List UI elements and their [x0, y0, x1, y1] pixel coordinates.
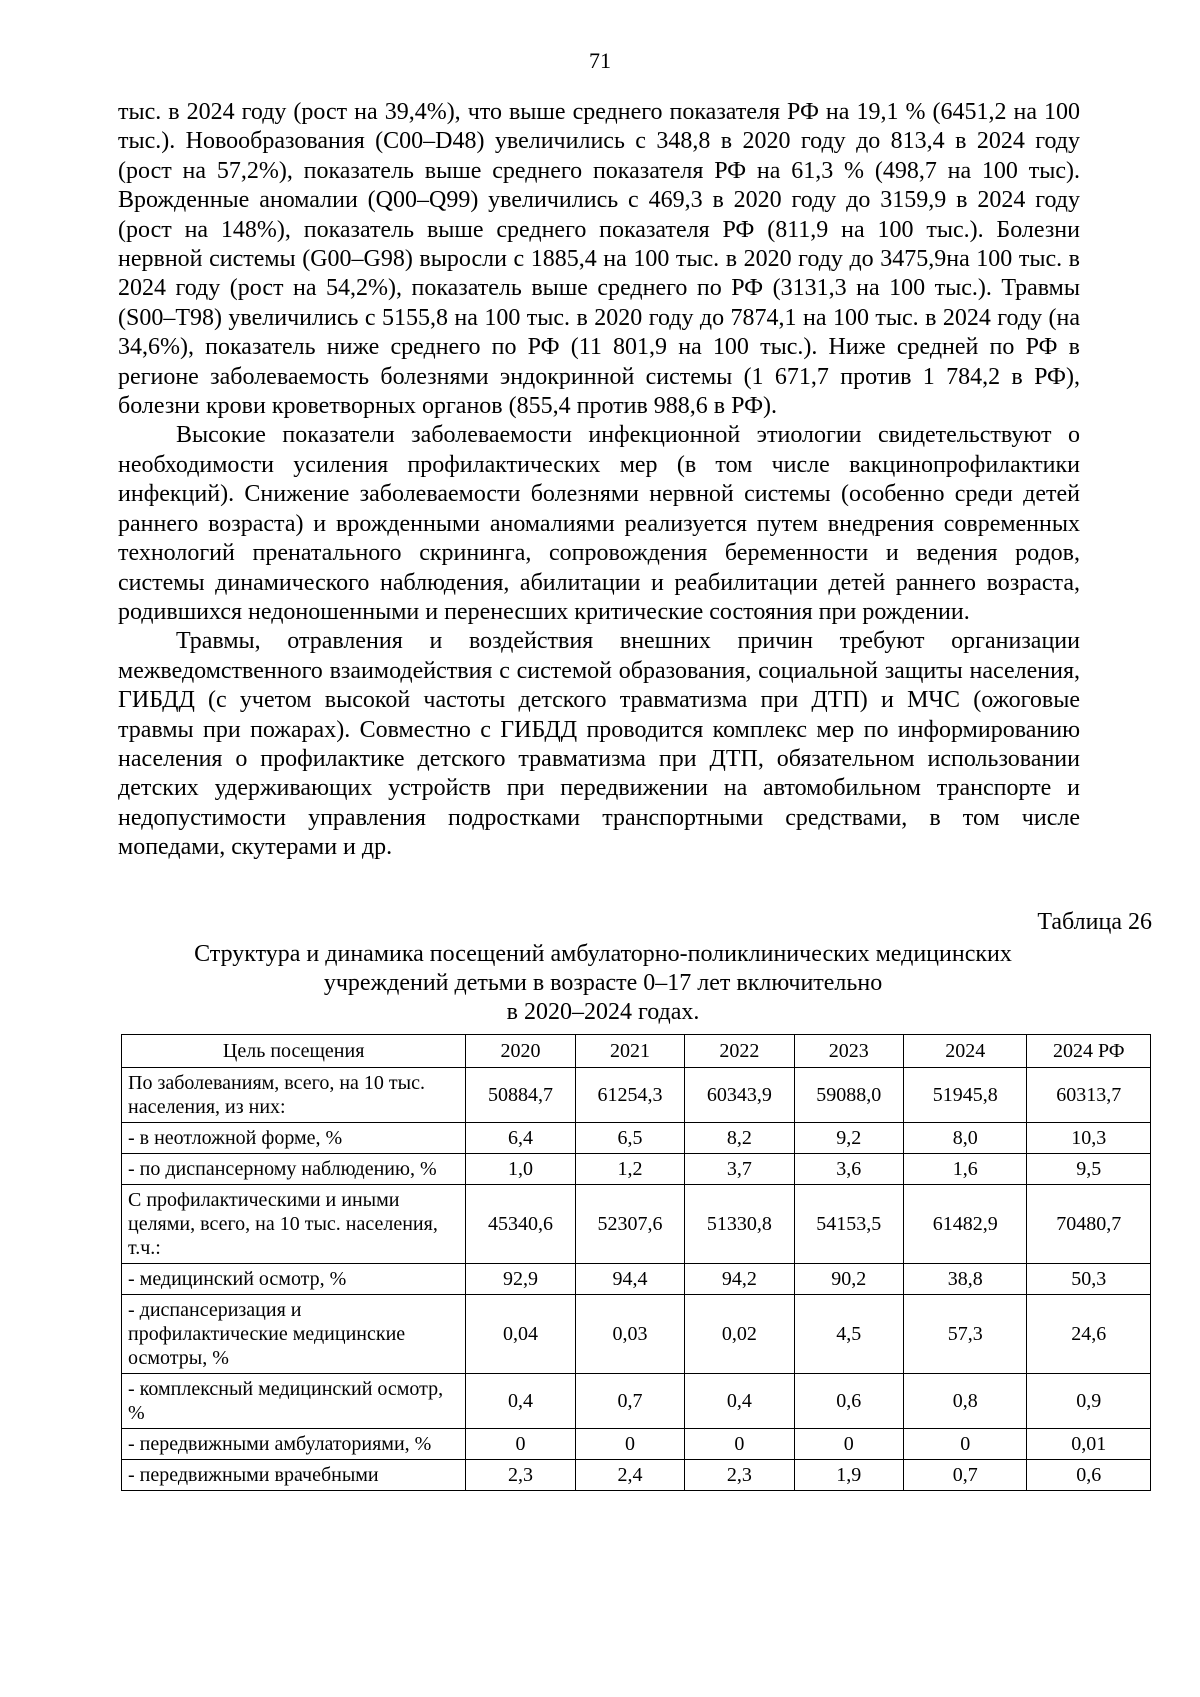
- table-row: [122, 1264, 1151, 1295]
- table-title-line: Структура и динамика посещений амбулаторно-поликлинических медицинских: [194, 941, 1012, 967]
- visits-table: [121, 1034, 1151, 1491]
- table-cell: 51945,8: [904, 1068, 1027, 1123]
- table-label: Таблица 26: [1037, 909, 1152, 935]
- table-title: [118, 940, 1088, 1027]
- row-label: - по диспансерному наблюдению, %: [122, 1154, 466, 1185]
- table-cell: 0: [685, 1429, 794, 1460]
- table-cell: 9,2: [794, 1123, 903, 1154]
- table-cell: 50884,7: [466, 1068, 575, 1123]
- table-cell: 2,3: [466, 1460, 575, 1491]
- row-label: С профилактическими и иными целями, всего, на 10 тыс. населения, т.ч.:: [122, 1185, 466, 1264]
- table-cell: 0: [904, 1429, 1027, 1460]
- row-label: - медицинский осмотр, %: [122, 1264, 466, 1295]
- row-label: - диспансеризация и профилактические медицинские осмотры, %: [122, 1295, 466, 1374]
- table-cell: 61254,3: [575, 1068, 684, 1123]
- table-cell: 57,3: [904, 1295, 1027, 1374]
- table-header-row: [122, 1035, 1151, 1068]
- table-cell: 0,9: [1027, 1374, 1151, 1429]
- table-cell: 70480,7: [1027, 1185, 1151, 1264]
- table-row: [122, 1154, 1151, 1185]
- table-cell: 59088,0: [794, 1068, 903, 1123]
- column-header: 2022: [685, 1035, 794, 1068]
- page-number: 71: [589, 48, 611, 73]
- table-cell: 0: [466, 1429, 575, 1460]
- table-cell: 0,02: [685, 1295, 794, 1374]
- table-cell: 60343,9: [685, 1068, 794, 1123]
- paragraph: тыс. в 2024 году (рост на 39,4%), что выше среднего показателя РФ на 19,1 % (6451,2 на 100 тыс.). Новообразования (C00–D48) увеличились с 348,8 в 2020 году до 813,4 в 2024 году (рост на 57,2%), показатель выше среднего показателя РФ на 61,3 % (498,7 на 100 тыс). Врожденные аномалии (Q00–Q99) увеличились с 469,3 в 2020 году до 3159,9 в 2024 году (рост на 148%), показатель выше среднего показателя РФ (811,9 на 100 тыс.). Болезни нервной системы (G00–G98) выросли с 1885,4 на 100 тыс. в 2020 году до 3475,9на 100 тыс. в 2024 году (рост на 54,2%), показатель выше среднего по РФ (3131,3 на 100 тыс.). Травмы (S00–T98) увеличились с 5155,8 на 100 тыс. в 2020 году до 7874,1 на 100 тыс. в 2024 году (на 34,6%), показатель ниже среднего по РФ (11 801,9 на 100 тыс.). Ниже средней по РФ в регионе заболеваемость болезнями эндокринной системы (1 671,7 против 1 784,2 в РФ), болезни крови кроветворных органов (855,4 против 988,6 в РФ).: [118, 99, 1080, 420]
- column-header: Цель посещения: [122, 1035, 466, 1068]
- table-cell: 1,2: [575, 1154, 684, 1185]
- table-row: [122, 1295, 1151, 1374]
- row-label: - передвижными амбулаториями, %: [122, 1429, 466, 1460]
- table-cell: 24,6: [1027, 1295, 1151, 1374]
- table-cell: 0,7: [904, 1460, 1027, 1491]
- table-cell: 0,6: [1027, 1460, 1151, 1491]
- table-cell: 4,5: [794, 1295, 903, 1374]
- table-row: [122, 1374, 1151, 1429]
- table-cell: 0: [575, 1429, 684, 1460]
- table-cell: 6,4: [466, 1123, 575, 1154]
- table-cell: 2,3: [685, 1460, 794, 1491]
- table-cell: 54153,5: [794, 1185, 903, 1264]
- column-header: 2024 РФ: [1027, 1035, 1151, 1068]
- column-header: 2021: [575, 1035, 684, 1068]
- table-cell: 90,2: [794, 1264, 903, 1295]
- table-cell: 0,04: [466, 1295, 575, 1374]
- table-title-line: учреждений детьми в возрасте 0–17 лет включительно: [323, 970, 883, 996]
- row-label: - комплексный медицинский осмотр, %: [122, 1374, 466, 1429]
- table-cell: 10,3: [1027, 1123, 1151, 1154]
- table-row: [122, 1123, 1151, 1154]
- table-cell: 9,5: [1027, 1154, 1151, 1185]
- table-cell: 0,8: [904, 1374, 1027, 1429]
- table-cell: 0,4: [685, 1374, 794, 1429]
- table-cell: 45340,6: [466, 1185, 575, 1264]
- table-cell: 50,3: [1027, 1264, 1151, 1295]
- table-row: [122, 1185, 1151, 1264]
- table-cell: 0,7: [575, 1374, 684, 1429]
- table-cell: 61482,9: [904, 1185, 1027, 1264]
- column-header: 2020: [466, 1035, 575, 1068]
- table-row: [122, 1429, 1151, 1460]
- row-label: - передвижными врачебными: [122, 1460, 466, 1491]
- table-cell: 52307,6: [575, 1185, 684, 1264]
- row-label: - в неотложной форме, %: [122, 1123, 466, 1154]
- table-cell: 60313,7: [1027, 1068, 1151, 1123]
- table-cell: 2,4: [575, 1460, 684, 1491]
- row-label: По заболеваниям, всего, на 10 тыс. населения, из них:: [122, 1068, 466, 1123]
- table-row: [122, 1068, 1151, 1123]
- table-cell: 6,5: [575, 1123, 684, 1154]
- body-text: [118, 98, 1080, 863]
- table-cell: 92,9: [466, 1264, 575, 1295]
- table-cell: 0,03: [575, 1295, 684, 1374]
- table-cell: 38,8: [904, 1264, 1027, 1295]
- paragraph: Травмы, отравления и воздействия внешних причин требуют организации межведомственного взаимодействия с системой образования, социальной защиты населения, ГИБДД (с учетом высокой частоты детского травматизма при ДТП) и МЧС (ожоговые травмы при пожарах). Совместно с ГИБДД проводится комплекс мер по информированию населения о профилактике детского травматизма при ДТП, обязательном использовании детских удерживающих устройств при передвижении на автомобильном транспорте и недопустимости управления подростками транспортными средствами, в том числе мопедами, скутерами и др.: [118, 628, 1080, 861]
- table-title-line: в 2020–2024 годах.: [506, 999, 700, 1025]
- table-cell: 94,2: [685, 1264, 794, 1295]
- column-header: 2023: [794, 1035, 903, 1068]
- table-cell: 1,0: [466, 1154, 575, 1185]
- table-cell: 0: [794, 1429, 903, 1460]
- column-header: 2024: [904, 1035, 1027, 1068]
- table-cell: 51330,8: [685, 1185, 794, 1264]
- table-row: [122, 1460, 1151, 1491]
- table-cell: 1,9: [794, 1460, 903, 1491]
- table-cell: 8,2: [685, 1123, 794, 1154]
- table-cell: 1,6: [904, 1154, 1027, 1185]
- table-cell: 0,4: [466, 1374, 575, 1429]
- table-cell: 8,0: [904, 1123, 1027, 1154]
- table-cell: 0,01: [1027, 1429, 1151, 1460]
- table-cell: 3,6: [794, 1154, 903, 1185]
- table-cell: 3,7: [685, 1154, 794, 1185]
- paragraph: Высокие показатели заболеваемости инфекционной этиологии свидетельствуют о необходимости усиления профилактических мер (в том числе вакцинопрофилактики инфекций). Снижение заболеваемости болезнями нервной системы (особенно среди детей раннего возраста) и врожденными аномалиями реализуется путем внедрения современных технологий пренатального скрининга, сопровождения беременности и ведения родов, системы динамического наблюдения, абилитации и реабилитации детей раннего возраста, родившихся недоношенными и перенесших критические состояния при рождении.: [118, 422, 1080, 625]
- table-cell: 94,4: [575, 1264, 684, 1295]
- table-cell: 0,6: [794, 1374, 903, 1429]
